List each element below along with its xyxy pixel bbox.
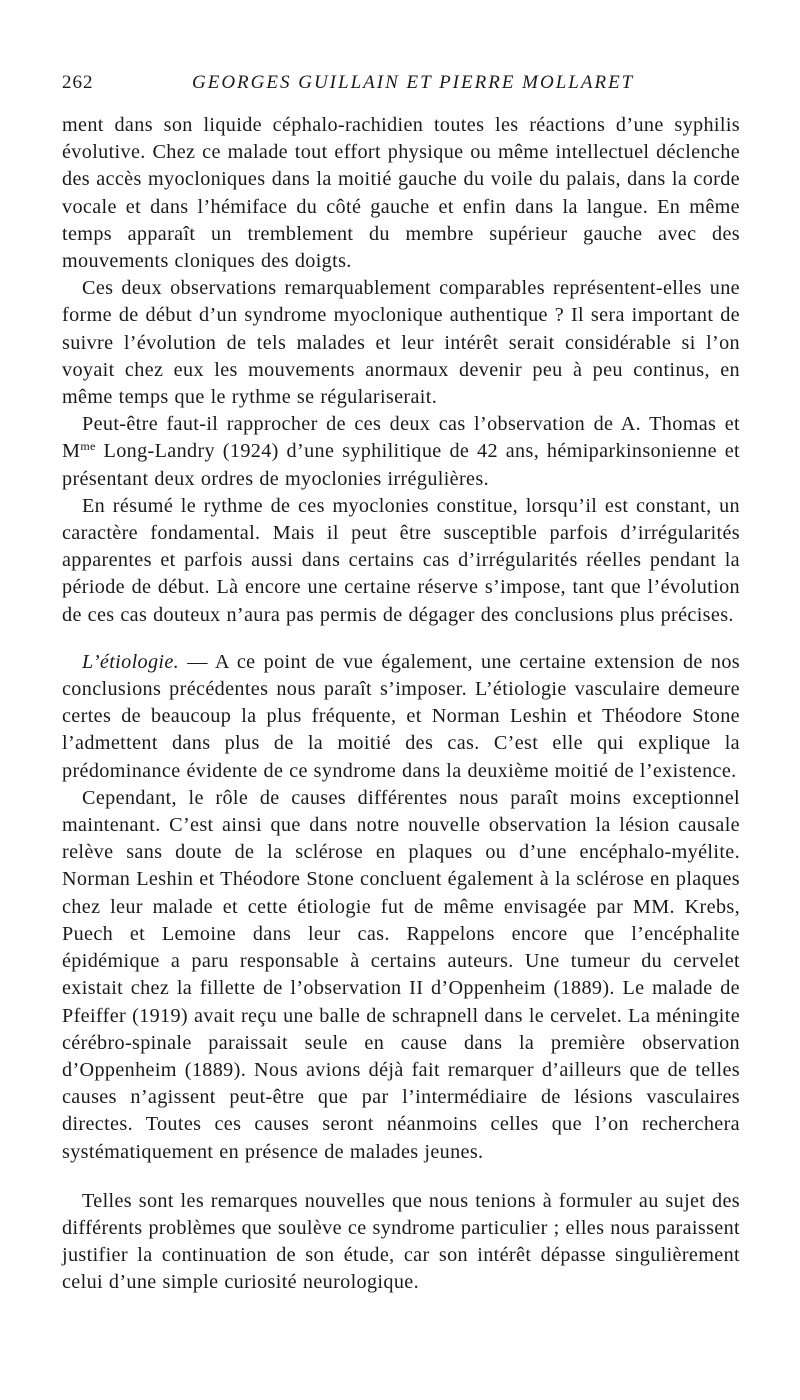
page-header (62, 72, 738, 98)
paragraph-4: En résumé le rythme de ces myoclonies constitue, lorsqu’il est constant, un caractère fondamental. Mais il peut être susceptible parfois d’irrégularités apparentes et parfois aussi dans certains cas d’irrégularités réelles pendant la période de début. Là encore une certaine réserve s’impose, tant que l’évolution de ces cas douteux n’aura pas permis de dégager des conclusions plus précises. (62, 494, 740, 626)
paragraph-5 (62, 649, 740, 785)
page-number: 262 (62, 72, 94, 93)
body-text (62, 112, 740, 1297)
paragraph-1: ment dans son liquide céphalo-rachidien toutes les réactions d’une syphilis évolutive. Chez ce malade tout effort physique ou même intellectuel déclenche des accès myocloniques dans la moitié gauche du voile du palais, dans la corde vocale et dans l’hémiface du côté gauche et enfin dans la langue. En même temps apparaît un tremblement du membre supérieur gauche avec des mouvements cloniques des doigts. (62, 114, 740, 273)
paragraph-6: Cependant, le rôle de causes différentes nous paraît moins exceptionnel maintenant. C’est ainsi que dans notre nouvelle observation la lésion causale relève sans doute de la sclérose en plaques ou d’une encéphalo-myélite. Norman Leshin et Théodore Stone concluent également à la sclérose en plaques chez leur malade et cette étiologie fut de même envisagée par MM. Krebs, Puech et Lemoine dans leur cas. Rappelons encore que l’encéphalite épidémique a paru responsable à certains auteurs. Une tumeur du cervelet existait chez la fillette de l’observation II d’Oppenheim (1889). Le malade de Pfeiffer (1919) avait reçu une balle de schrapnell dans le cervelet. La méningite cérébro-spinale paraissait seule en cause dans la première observation d’Oppenheim (1889). Nous avions déjà fait remarquer d’ailleurs que de telles causes n’agissent peut-être que par l’intermédiaire de lésions vasculaires directes. Toutes ces causes seront néanmoins celles que l’on recherchera systématiquement en présence de malades jeunes. (62, 786, 740, 1163)
paragraph-3 (62, 411, 740, 493)
paragraph-5-text: — A ce point de vue également, une certaine extension de nos conclusions précédentes nous paraît s’imposer. L’étiologie vasculaire demeure certes de beaucoup la plus fréquente, et Norman Leshin et Théodore Stone l’admettent dans plus de la moitié des cas. C’est elle qui explique la prédominance évidente de ce syndrome dans la deuxième moitié de l’existence. (62, 650, 740, 782)
paragraph-3-part-2: Long-Landry (1924) d’une syphilitique de 42 ans, hémiparkinsonienne et présentant deux ordres de myoclonies irrégulières. (62, 440, 740, 490)
paragraph-7: Telles sont les remarques nouvelles que nous tenions à formuler au sujet des différents problèmes que soulève ce syndrome particulier ; elles nous paraissent justifier la continuation de son étude, car son intérêt dépasse singulièrement celui d’une simple curiosité neurologique. (62, 1189, 740, 1294)
paragraph-2: Ces deux observations remarquablement comparables représentent-elles une forme de début d’un syndrome myoclonique authentique ? Il sera important de suivre l’évolution de tels malades et leur intérêt serait considérable si l’on voyait chez eux les mouvements anormaux devenir peu à peu continus, en même temps que le rythme se régulariserait. (62, 277, 740, 409)
superscript-me: me (80, 439, 96, 454)
running-title: GEORGES GUILLAIN ET PIERRE MOLLARET (192, 72, 635, 93)
paragraph-3-part-1: Peut-être faut-il rapprocher de ces deux cas l’observation de A. Thomas et M (62, 413, 740, 463)
section-heading-etiologie: L’étiologie. (82, 650, 180, 673)
